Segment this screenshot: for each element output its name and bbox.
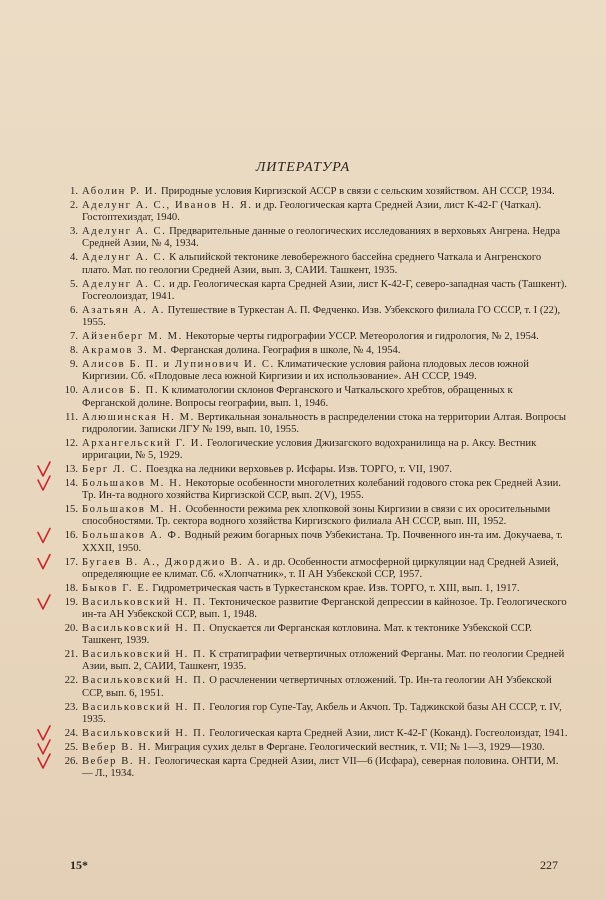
reference-text: Геологическая карта Средней Азии, лист К-42-Г (Коканд). Госгеолоиздат, 1941. <box>209 727 568 739</box>
reference-text: Опускается ли Ферганская котловина. Мат. к тектонике Узбекской ССР. Ташкент, 1939. <box>82 623 532 647</box>
check-mark <box>38 555 50 569</box>
reference-text: Миграция сухих дельт в Фергане. Геологический вестник, т. VII; № 1—3, 1929—1930. <box>154 741 545 753</box>
reference-item <box>56 649 568 673</box>
reference-author: Васильковский Н. П. <box>82 649 207 661</box>
reference-item <box>56 478 568 502</box>
reference-author: Архангельский Г. И. <box>82 437 205 449</box>
reference-item <box>56 530 568 554</box>
reference-author: Вебер В. Н. <box>82 756 152 768</box>
check-mark <box>38 740 50 754</box>
reference-author: Аболин Р. И. <box>82 186 159 197</box>
reference-text: К альпийской тектонике левобережного бассейна среднего Чаткала и Ангренского плато. Мат. по геологии Средней Азии, вып. 3, САИИ. Ташкент, 1935. <box>82 252 542 276</box>
reference-text: Ферганская долина. География в школе, № 4, 1954. <box>170 345 401 357</box>
reference-text: и др. Особенности атмосферной циркуляции над Средней Азией, определяющие ее климат. Сб. «Хлопчатник», т. II АН Узбекской ССР, 1957. <box>82 556 559 580</box>
reference-text: Гидрометрическая часть в Туркестанском крае. Изв. ТОРГО, т. XIII, вып. 1, 1917. <box>152 582 520 594</box>
reference-item <box>56 557 568 581</box>
reference-text: Некоторые особенности многолетних колебаний годового стока рек Средней Азии. Тр. Ин-та водного хозяйства Киргизской ССР, вып. 2(V), 1955. <box>82 478 561 502</box>
reference-item <box>56 438 568 462</box>
reference-author: Берг Л. С. <box>82 463 144 475</box>
reference-text: О расчленении четвертичных отложений. Тр. Ин-та геологии АН Узбекской ССР, вып. 6, 1951. <box>82 675 552 699</box>
reference-text: Предварительные данные о геологических исследованиях в верховьях Ангрена. Недра Средней Азии, № 4, 1934. <box>82 226 561 250</box>
reference-list <box>56 186 568 782</box>
reference-text: Поездка на ледники верховьев р. Исфары. Изв. ТОРГО, т. VII, 1907. <box>145 463 453 475</box>
reference-number: 4. <box>70 252 78 264</box>
reference-author: Васильковский Н. П. <box>82 675 207 687</box>
reference-item <box>56 200 568 224</box>
reference-item <box>56 186 568 198</box>
reference-author: Васильковский Н. П. <box>82 623 207 635</box>
reference-author: Васильковский Н. П. <box>82 727 207 739</box>
reference-text: Особенности режима рек хлопковой зоны Киргизии в связи с их оросительными способностями. Тр. сектора водного хозяйства Киргизского филиала АН СССР, вып. III, 1952. <box>82 504 551 528</box>
reference-number: 2. <box>70 200 78 212</box>
reference-author: Большаков М. Н. <box>82 504 183 516</box>
reference-item <box>56 742 568 754</box>
reference-author: Алисов Б. П. <box>82 385 160 397</box>
reference-number: 26. <box>64 756 78 768</box>
reference-text: и др. Геологическая карта Средней Азии, лист К-42-Г (Чаткал). Гостоптехиздат, 1940. <box>82 200 542 224</box>
check-mark <box>38 462 50 476</box>
check-mark <box>38 595 50 609</box>
reference-number: 24. <box>64 727 78 739</box>
reference-text: Геологическая карта Средней Азии, лист VII—6 (Исфара), северная половина. ОНТИ, М. — Л., 1934. <box>82 756 559 780</box>
reference-text: Геология гор Супе-Тау, Акбель и Акчоп. Тр. Таджикской базы АН СССР, т. IV, 1935. <box>82 701 562 725</box>
reference-item <box>56 756 568 780</box>
reference-item <box>56 305 568 329</box>
reference-author: Аделунг А. С. <box>82 226 167 238</box>
reference-number: 17. <box>64 556 78 568</box>
reference-number: 25. <box>64 741 78 753</box>
reference-text: Природные условия Киргизской АССР в связи с сельским хозяйством. АН СССР, 1934. <box>160 186 555 197</box>
reference-author: Аделунг А. С., Иванов Н. Я. <box>82 200 253 212</box>
reference-author: Акрамов З. М. <box>82 345 168 357</box>
reference-number: 10. <box>64 385 78 397</box>
reference-item <box>56 583 568 595</box>
reference-text: Некоторые черты гидрографии УССР. Метеорология и гидрология, № 2, 1954. <box>185 331 539 343</box>
reference-number: 9. <box>70 359 78 371</box>
reference-item <box>56 252 568 276</box>
reference-author: Аделунг А. С. <box>82 278 167 290</box>
reference-text: Климатические условия района плодовых лесов южной Киргизии. Сб. «Плодовые леса южной Киргизии и их использование». АН СССР, 1949. <box>82 359 529 383</box>
reference-number: 11. <box>65 411 78 423</box>
reference-author: Аделунг А. С. <box>82 252 167 264</box>
reference-number: 23. <box>64 701 78 713</box>
reference-number: 7. <box>70 331 78 343</box>
reference-item <box>56 331 568 343</box>
reference-number: 3. <box>70 226 78 238</box>
reference-author: Вебер В. Н. <box>82 741 152 753</box>
reference-author: Айзенберг М. М. <box>82 331 183 343</box>
reference-number: 15. <box>64 504 78 516</box>
reference-text: и др. Геологическая карта Средней Азии, лист К-42-Г, северо-западная часть (Ташкент). Госгеолоиздат, 1941. <box>82 278 567 302</box>
reference-number: 14. <box>64 478 78 490</box>
reference-number: 13. <box>64 463 78 475</box>
reference-author: Бугаев В. А., Джорджио В. А. <box>82 556 261 568</box>
reference-number: 1. <box>70 186 78 197</box>
reference-number: 6. <box>70 304 78 316</box>
reference-text: К стратиграфии четвертичных отложений Ферганы. Мат. по геологии Средней Азии, вып. 2, САИИ, Ташкент, 1935. <box>82 649 565 673</box>
reference-text: Вертикальная зональность в распределении стока на территории Алтая. Вопросы гидрологии. Записки ЛГУ № 199, вып. 10, 1955. <box>82 411 566 435</box>
page-number: 227 <box>540 858 558 872</box>
reference-author: Алисов Б. П. и Лупинович И. С. <box>82 359 275 371</box>
reference-number: 21. <box>64 649 78 661</box>
reference-author: Васильковский Н. П. <box>82 701 207 713</box>
reference-number: 8. <box>70 345 78 357</box>
reference-item <box>56 504 568 528</box>
reference-number: 20. <box>64 623 78 635</box>
reference-item <box>56 385 568 409</box>
reference-item <box>56 675 568 699</box>
reference-author: Азатьян А. А. <box>82 304 165 316</box>
reference-author: Большаков А. Ф. <box>82 530 182 542</box>
check-mark <box>38 528 50 542</box>
reference-number: 18. <box>64 582 78 594</box>
reference-item <box>56 702 568 726</box>
reference-item <box>56 623 568 647</box>
reference-number: 19. <box>64 596 78 608</box>
reference-item <box>56 597 568 621</box>
reference-item <box>56 279 568 303</box>
reference-author: Алюшинская Н. М. <box>82 411 195 423</box>
reference-item <box>56 226 568 250</box>
check-mark <box>38 754 50 768</box>
reference-number: 16. <box>64 530 78 542</box>
reference-item <box>56 728 568 740</box>
reference-text: К климатологии склонов Ферганского и Чаткальского хребтов, обращенных к Ферганской долине. Вопросы географии, вып. 1, 1946. <box>82 385 513 409</box>
reference-item <box>56 464 568 476</box>
reference-author: Васильковский Н. П. <box>82 596 207 608</box>
reference-text: Путешествие в Туркестан А. П. Федченко. Изв. Узбекского филиала ГО СССР, т. I (22), 1955. <box>82 304 561 328</box>
check-mark <box>38 476 50 490</box>
reference-author: Большаков М. Н. <box>82 478 183 490</box>
reference-number: 5. <box>70 278 78 290</box>
reference-text: Водный режим богарных почв Узбекистана. Тр. Почвенного ин-та им. Докучаева, т. XXXII, 1950. <box>82 530 563 554</box>
reference-author: Быков Г. Е. <box>82 582 150 594</box>
reference-text: Геологические условия Джизагского водохранилища на р. Аксу. Вестник ирригации, № 5, 1929. <box>82 437 537 461</box>
reference-item <box>56 359 568 383</box>
check-mark <box>38 726 50 740</box>
reference-number: 12. <box>64 437 78 449</box>
reference-item <box>56 412 568 436</box>
reference-text: Тектоническое развитие Ферганской депрессии в кайнозое. Тр. Геологического ин-та АН Узбекской ССР, вып. 1, 1948. <box>82 596 567 620</box>
reference-number: 22. <box>64 675 78 687</box>
page-title: ЛИТЕРАТУРА <box>255 160 351 175</box>
signature-mark: 15* <box>70 858 88 872</box>
reference-item <box>56 345 568 357</box>
